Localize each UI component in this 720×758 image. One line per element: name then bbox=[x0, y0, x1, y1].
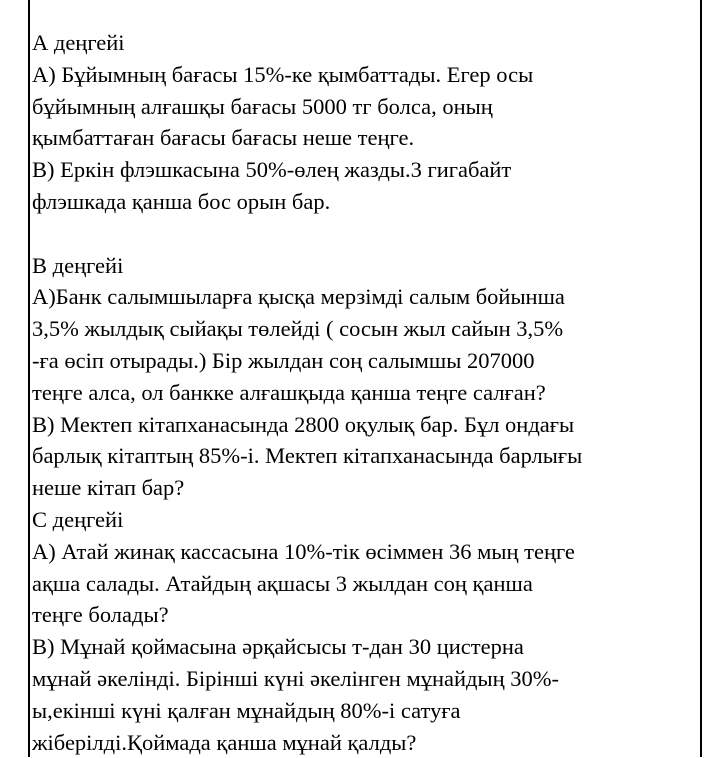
level-c-task-a bbox=[32, 536, 697, 631]
left-border-line bbox=[28, 0, 30, 757]
level-b-task-b bbox=[32, 409, 697, 504]
text-line: қымбаттаған бағасы бағасы неше теңге. bbox=[32, 125, 415, 151]
level-a-section bbox=[32, 27, 697, 218]
text-line: А)Банк салымшыларға қысқа мерзімді салым бойынша bbox=[32, 284, 565, 310]
level-a-task-a bbox=[32, 59, 697, 154]
text-line: бұйымның алғашқы бағасы 5000 тг болса, оның bbox=[32, 93, 493, 119]
section-spacer bbox=[32, 218, 697, 250]
level-c-task-b bbox=[32, 631, 697, 758]
right-border-line bbox=[700, 0, 702, 757]
text-line: ы,екінші күні қалған мұнайдың 80%-і сатуға bbox=[32, 697, 461, 723]
text-line: -ға өсіп отырады.) Бір жылдан соң салымшы 207000 bbox=[32, 347, 535, 373]
level-b-heading: В деңгейі bbox=[32, 252, 124, 278]
text-line: А) Бұйымның бағасы 15%-ке қымбаттады. Егер осы bbox=[32, 61, 534, 87]
level-a-task-b bbox=[32, 154, 697, 218]
text-line: флэшкада қанша бос орын бар. bbox=[32, 188, 331, 214]
text-line: ақша салады. Атайдың ақшасы 3 жылдан соң қанша bbox=[32, 570, 533, 596]
level-a-heading: А деңгейі bbox=[32, 30, 125, 55]
text-line: барлық кітаптың 85%-і. Мектеп кітапханасында барлығы bbox=[32, 443, 583, 469]
task-text bbox=[32, 27, 697, 758]
level-b-section bbox=[32, 250, 697, 504]
level-b-task-a bbox=[32, 281, 697, 408]
text-line: 3,5% жылдық сыйақы төлейді ( сосын жыл сайын 3,5% bbox=[32, 316, 564, 342]
text-line: жіберілді.Қоймада қанша мұнай қалды? bbox=[32, 729, 417, 755]
text-line: А) Атай жинақ кассасына 10%-тік өсіммен 36 мың теңге bbox=[32, 538, 575, 564]
text-line: В) Еркін флэшкасына 50%-өлең жазды.3 гигабайт bbox=[32, 157, 512, 183]
text-line: теңге алса, ол банкке алғашқыда қанша теңге салған? bbox=[32, 379, 546, 405]
text-line: мұнай әкелінді. Бірінші күні әкелінген мұнайдың 30%- bbox=[32, 665, 559, 691]
text-line: В) Мектеп кітапханасында 2800 оқулық бар. Бұл ондағы bbox=[32, 411, 575, 437]
text-line: неше кітап бар? bbox=[32, 475, 185, 501]
text-line: В) Мұнай қоймасына әрқайсысы т-дан 30 цистерна bbox=[32, 634, 524, 660]
text-line: теңге болады? bbox=[32, 602, 169, 628]
level-c-heading: С деңгейі bbox=[32, 506, 124, 532]
level-c-section bbox=[32, 504, 697, 758]
